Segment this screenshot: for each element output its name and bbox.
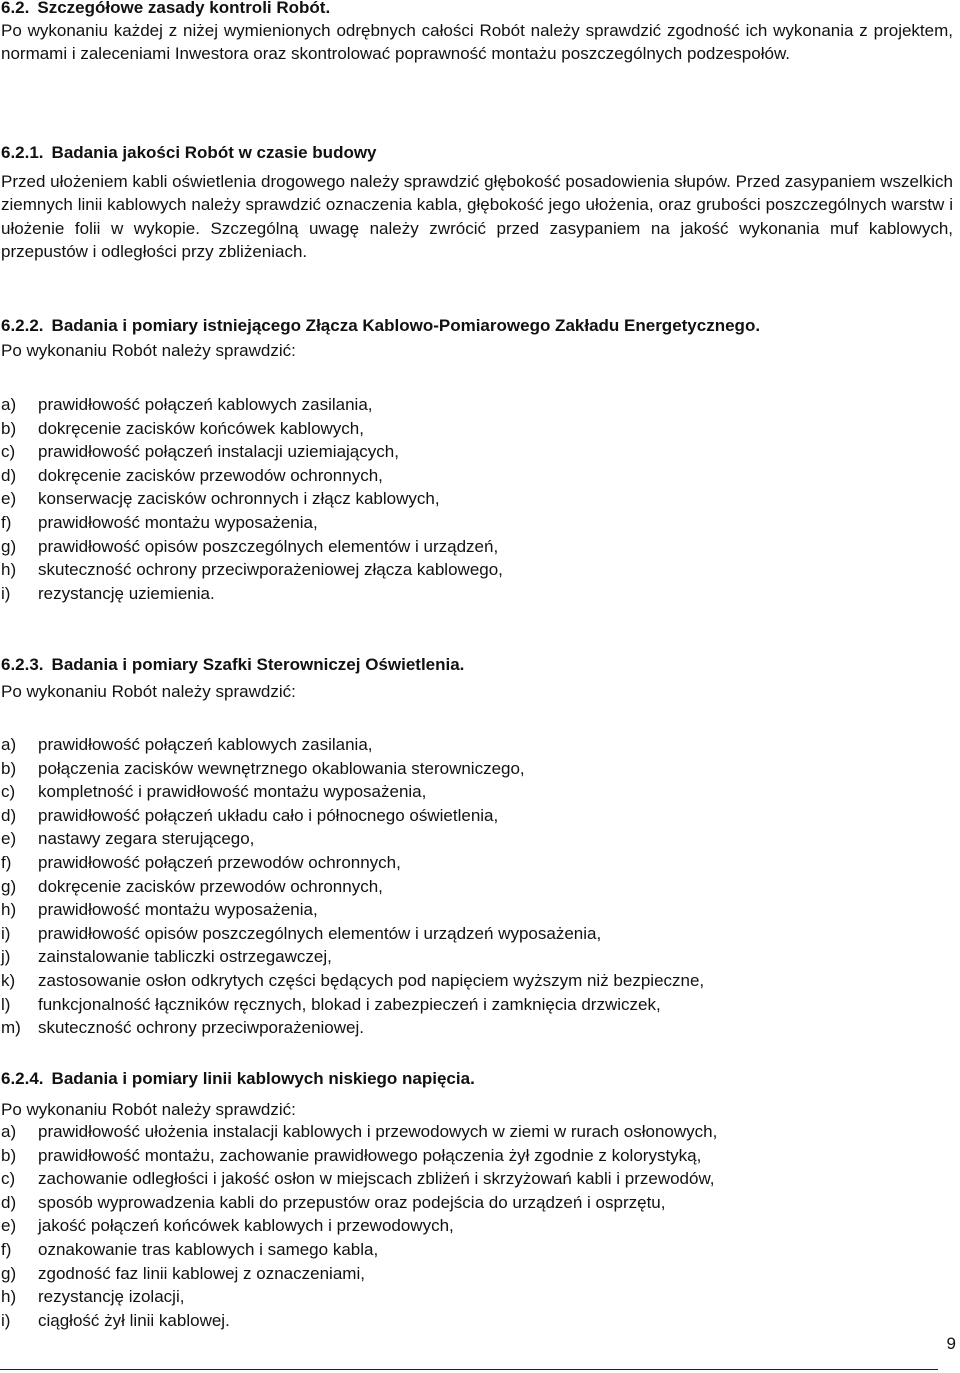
list-item-marker: c) <box>1 1169 16 1189</box>
list-item-text: prawidłowość połączeń kablowych zasilania, <box>38 395 373 414</box>
checklist-6-2-2 <box>1 393 503 605</box>
section-title: Badania i pomiary istniejącego Złącza Kablowo-Pomiarowego Zakładu Energetycznego. <box>51 316 761 335</box>
list-item-text: dokręcenie zacisków końcówek kablowych, <box>38 418 364 438</box>
list-item <box>1 582 503 606</box>
list-item <box>1 780 704 804</box>
list-item <box>1 417 503 441</box>
list-item-marker: b) <box>1 1145 17 1165</box>
section-heading-6-2-1 <box>1 141 377 164</box>
list-item-marker: f) <box>1 512 12 532</box>
intro-6-2-3: Po wykonaniu Robót należy sprawdzić: <box>1 682 296 701</box>
list-item-text: prawidłowość połączeń kablowych zasilania, <box>38 735 373 754</box>
list-item-marker: g) <box>1 876 17 896</box>
list-item-marker: m) <box>1 1018 21 1038</box>
list-item <box>1 440 503 464</box>
intro-6-2-4: Po wykonaniu Robót należy sprawdzić: <box>1 1100 296 1119</box>
list-item-marker: f) <box>1 852 12 872</box>
list-item-marker: a) <box>1 395 17 414</box>
list-item-marker: f) <box>1 1239 12 1259</box>
list-item <box>1 1167 717 1191</box>
section-title: Badania i pomiary Szafki Sterowniczej Oświetlenia. <box>51 655 465 674</box>
list-item <box>1 511 503 535</box>
list-item-marker: a) <box>1 1122 17 1141</box>
checklist-6-2-3 <box>1 733 704 1040</box>
list-item-marker: g) <box>1 536 17 556</box>
list-item <box>1 804 704 828</box>
list-item-marker: g) <box>1 1263 17 1283</box>
list-item <box>1 969 704 993</box>
list-item <box>1 1238 717 1262</box>
list-item <box>1 851 704 875</box>
list-item-text: oznakowanie tras kablowych i samego kabla, <box>38 1239 379 1259</box>
list-item <box>1 393 503 417</box>
list-item <box>1 464 503 488</box>
list-item <box>1 1285 717 1309</box>
list-item-marker: d) <box>1 1192 17 1212</box>
list-item <box>1 1214 717 1238</box>
footer-rule <box>0 1369 938 1370</box>
list-item <box>1 1191 717 1215</box>
list-item-text: prawidłowość montażu wyposażenia, <box>38 900 318 920</box>
section-number: 6.2.2. <box>1 316 44 335</box>
section-title: Badania i pomiary linii kablowych niskiego napięcia. <box>51 1069 475 1088</box>
list-item <box>1 1309 717 1333</box>
list-item-text: zastosowanie osłon odkrytych części będących pod napięciem wyższym niż bezpieczne, <box>38 970 705 990</box>
list-item-marker: a) <box>1 735 17 754</box>
list-item-text: rezystancję uziemienia. <box>38 583 215 603</box>
list-item-text: skuteczność ochrony przeciwporażeniowej złącza kablowego, <box>38 560 503 580</box>
list-item-text: prawidłowość opisów poszczególnych elementów i urządzeń wyposażenia, <box>38 923 602 943</box>
list-item-text: prawidłowość połączeń przewodów ochronnych, <box>38 852 401 872</box>
list-item <box>1 898 704 922</box>
list-item-marker: i) <box>1 1310 11 1330</box>
list-item-marker: h) <box>1 1287 17 1307</box>
list-item-text: dokręcenie zacisków przewodów ochronnych, <box>38 465 383 485</box>
list-item-marker: b) <box>1 758 17 778</box>
list-item-text: sposób wyprowadzenia kabli do przepustów oraz podejścia do urządzeń i osprzętu, <box>38 1192 666 1212</box>
list-item-text: zachowanie odległości i jakość osłon w miejscach zbliżeń i skrzyżowań kabli i przewodów, <box>38 1169 715 1189</box>
intro-6-2-2: Po wykonaniu Robót należy sprawdzić: <box>1 341 296 360</box>
list-item-text: dokręcenie zacisków przewodów ochronnych, <box>38 876 383 896</box>
list-item-marker: i) <box>1 583 11 603</box>
list-item-text: prawidłowość montażu wyposażenia, <box>38 512 318 532</box>
list-item-marker: e) <box>1 829 17 849</box>
list-item <box>1 875 704 899</box>
list-item <box>1 1016 704 1040</box>
list-item-marker: d) <box>1 805 17 825</box>
list-item-text: jakość połączeń końcówek kablowych i przewodowych, <box>38 1216 454 1236</box>
list-item-marker: h) <box>1 560 17 580</box>
list-item <box>1 827 704 851</box>
list-item-marker: k) <box>1 970 16 990</box>
list-item-text: skuteczność ochrony przeciwporażeniowej. <box>38 1018 364 1038</box>
list-item-text: rezystancję izolacji, <box>38 1287 185 1307</box>
list-item-marker: d) <box>1 465 17 485</box>
section-number: 6.2.3. <box>1 655 44 674</box>
list-item-marker: c) <box>1 442 16 462</box>
section-number: 6.2.4. <box>1 1069 44 1088</box>
list-item-text: konserwację zacisków ochronnych i złącz kablowych, <box>38 489 440 509</box>
section-title: Badania jakości Robót w czasie budowy <box>51 143 377 162</box>
list-item <box>1 922 704 946</box>
paragraph-6-2-1: Przed ułożeniem kabli oświetlenia drogowego należy sprawdzić głębokość posadowienia słupów. Przed zasypaniem wszelkich ziemnych linii kablowych należy sprawdzić oznaczenia kabla, głębokość jego ułożenia, oraz grubości poszczególnych warstw i ułożenie folii w wykopie. Szczególną uwagę należy zwrócić przed zasypaniem na jakość wykonania muf kablowych, przepustów i odległości przy zbliżeniach. <box>1 172 953 262</box>
list-item <box>1 733 704 757</box>
list-item-marker: h) <box>1 900 17 920</box>
paragraph-6-2: Po wykonaniu każdej z niżej wymienionych odrębnych całości Robót należy sprawdzić zgodność ich wykonania z projektem, normami i zaleceniami Inwestora oraz skontrolować poprawność montażu poszczególnych podzespołów. <box>1 21 953 64</box>
list-item-text: nastawy zegara sterującego, <box>38 829 255 849</box>
list-item-text: zainstalowanie tabliczki ostrzegawczej, <box>38 947 332 967</box>
list-item <box>1 1262 717 1286</box>
list-item-text: prawidłowość połączeń układu cało i północnego oświetlenia, <box>38 805 499 825</box>
page-number: 9 <box>946 1334 956 1353</box>
list-item-text: prawidłowość połączeń instalacji uziemiających, <box>38 442 399 462</box>
list-item <box>1 558 503 582</box>
list-item-text: kompletność i prawidłowość montażu wyposażenia, <box>38 782 427 802</box>
list-item-marker: e) <box>1 1216 17 1236</box>
list-item-marker: i) <box>1 923 11 943</box>
list-item-text: prawidłowość ułożenia instalacji kablowych i przewodowych w ziemi w rurach osłonowych, <box>38 1122 718 1141</box>
section-heading-6-2-3 <box>1 653 464 676</box>
list-item <box>1 993 704 1017</box>
list-item-text: zgodność faz linii kablowej z oznaczeniami, <box>38 1263 365 1283</box>
section-number: 6.2.1. <box>1 143 44 162</box>
list-item <box>1 487 503 511</box>
list-item-marker: b) <box>1 418 17 438</box>
checklist-6-2-4 <box>1 1120 717 1332</box>
list-item <box>1 1144 717 1168</box>
list-item-text: funkcjonalność łączników ręcznych, blokad i zabezpieczeń i zamknięcia drzwiczek, <box>38 994 661 1014</box>
list-item-text: prawidłowość opisów poszczególnych elementów i urządzeń, <box>38 536 499 556</box>
section-number: 6.2. <box>1 0 30 17</box>
list-item-text: prawidłowość montażu, zachowanie prawidłowego połączenia żył zgodnie z kolorystyką, <box>38 1145 702 1165</box>
list-item <box>1 535 503 559</box>
list-item-marker: j) <box>1 947 11 967</box>
list-item-text: ciągłość żył linii kablowej. <box>38 1310 230 1330</box>
section-heading-6-2 <box>1 0 330 19</box>
list-item-marker: c) <box>1 782 16 802</box>
list-item <box>1 757 704 781</box>
list-item-marker: e) <box>1 489 17 509</box>
section-title: Szczegółowe zasady kontroli Robót. <box>37 0 331 17</box>
list-item <box>1 945 704 969</box>
list-item-marker: l) <box>1 994 11 1014</box>
section-heading-6-2-4 <box>1 1067 475 1090</box>
section-heading-6-2-2 <box>1 314 760 337</box>
list-item-text: połączenia zacisków wewnętrznego okablowania sterowniczego, <box>38 758 525 778</box>
list-item <box>1 1120 717 1144</box>
